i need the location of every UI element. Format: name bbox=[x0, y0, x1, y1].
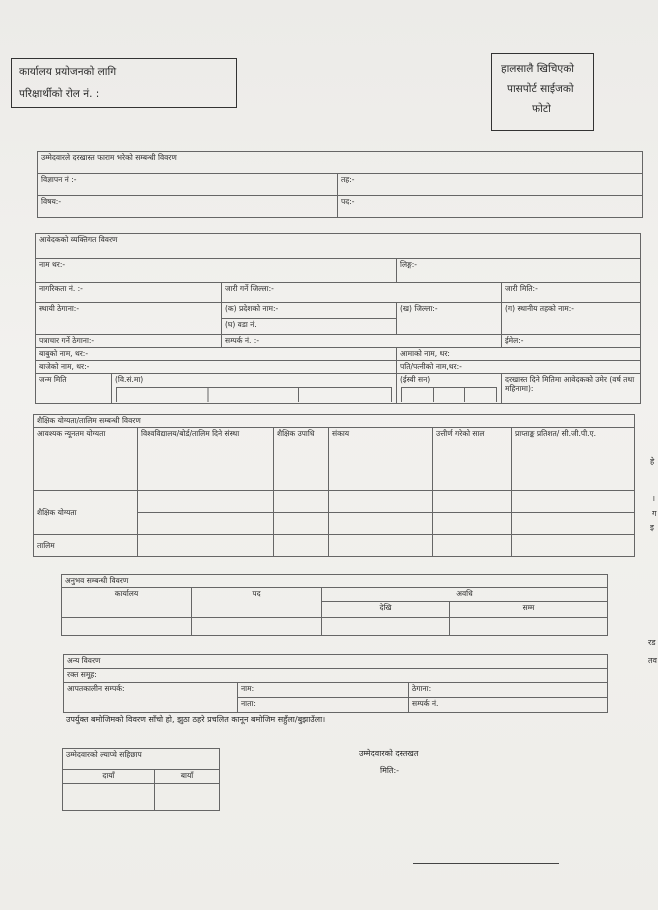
col-degree: शैक्षिक उपाधि bbox=[274, 428, 329, 491]
edu-cell[interactable] bbox=[433, 491, 512, 513]
col-faculty: संकाय bbox=[329, 428, 433, 491]
training-cell[interactable] bbox=[512, 535, 635, 557]
left-thumb-box[interactable] bbox=[155, 784, 220, 811]
contact-address-field[interactable]: ठेगाना: bbox=[409, 683, 608, 698]
signature-date-label: मिति:- bbox=[380, 766, 400, 775]
row-training-label: तालिम bbox=[34, 535, 138, 557]
training-cell[interactable] bbox=[433, 535, 512, 557]
contact-name-field[interactable]: नाम: bbox=[238, 683, 409, 698]
section1-heading: उम्मेदवारले दरखास्त फाराम भरेको सम्बन्धी विवरण bbox=[38, 152, 643, 174]
permanent-address-label: स्थायी ठेगाना:- bbox=[36, 303, 222, 335]
section2-heading: आवेदकको व्यक्तिगत विवरण bbox=[36, 234, 641, 259]
experience-table bbox=[61, 574, 608, 636]
thumbprint-table bbox=[62, 748, 220, 811]
col-institution: विश्वविद्यालय/बोर्ड/तालिम दिने संस्था bbox=[138, 428, 274, 491]
education-table bbox=[33, 414, 635, 557]
edge-mark: तव bbox=[648, 656, 658, 665]
col-percentage: प्राप्ताङ्क प्रतिशत/ सी.जी.पी.ए. bbox=[512, 428, 635, 491]
edge-mark: इ bbox=[650, 523, 654, 532]
edu-cell[interactable] bbox=[329, 513, 433, 535]
mother-name-field[interactable]: आमाको नाम, थर: bbox=[397, 348, 641, 361]
col-required-qualification: आवश्यक न्यूनतम योग्यता bbox=[34, 428, 138, 491]
col-pass-year: उत्तीर्ण गरेको साल bbox=[433, 428, 512, 491]
dob-ad-label: (ईस्वी सन) bbox=[400, 375, 431, 384]
ward-field[interactable]: (घ) वडा नं. bbox=[222, 319, 397, 335]
edu-cell[interactable] bbox=[433, 513, 512, 535]
contact-phone-field[interactable]: सम्पर्क नं. bbox=[409, 698, 608, 713]
col-from: देखि bbox=[322, 602, 450, 618]
age-field[interactable]: दरखास्त दिने मितिमा आवेदकको उमेर (वर्ष तथा महिनामा): bbox=[502, 374, 641, 404]
edge-mark: रड bbox=[648, 638, 656, 647]
edu-cell[interactable] bbox=[138, 491, 274, 513]
grandfather-name-field[interactable]: बाजेको नाम, थर:- bbox=[36, 361, 397, 374]
edu-cell[interactable] bbox=[329, 491, 433, 513]
application-details-table bbox=[37, 151, 643, 218]
right-thumb-label: दायाँ bbox=[63, 770, 155, 784]
dob-ad-field[interactable] bbox=[397, 374, 502, 404]
roll-number-label: परिक्षार्थीको रोल नं. : bbox=[19, 88, 100, 100]
province-field[interactable]: (क) प्रदेशको नाम:- bbox=[222, 303, 397, 319]
father-name-field[interactable]: बाबुको नाम, थर:- bbox=[36, 348, 397, 361]
signature-label: उम्मेदवारको दस्तखत bbox=[359, 749, 419, 758]
signature-line[interactable] bbox=[413, 863, 559, 864]
citizenship-no-field[interactable]: नागरिकता नं. :- bbox=[36, 283, 222, 303]
section3-heading: शैक्षिक योग्यता/तालिम सम्बन्धी विवरण bbox=[34, 415, 635, 428]
training-cell[interactable] bbox=[329, 535, 433, 557]
edu-cell[interactable] bbox=[274, 491, 329, 513]
thumbprint-heading: उम्मेदवारको ल्याप्चे सहिछाप bbox=[63, 749, 220, 770]
row-education-label: शैक्षिक योग्यता bbox=[34, 491, 138, 535]
section5-heading: अन्य विवरण bbox=[64, 655, 608, 669]
edge-mark: ग bbox=[652, 509, 657, 518]
experience-cell[interactable] bbox=[322, 618, 450, 636]
col-post: पद bbox=[192, 588, 322, 618]
experience-cell[interactable] bbox=[62, 618, 192, 636]
issue-district-field[interactable]: जारी गर्ने जिल्ला:- bbox=[222, 283, 502, 303]
edu-cell[interactable] bbox=[274, 513, 329, 535]
col-to: सम्म bbox=[450, 602, 608, 618]
spouse-name-field[interactable]: पति/पत्नीको नाम,थर:- bbox=[397, 361, 641, 374]
photo-line-3: फोटो bbox=[532, 103, 551, 115]
left-thumb-label: बायाँ bbox=[155, 770, 220, 784]
gender-field[interactable]: लिङ्ग:- bbox=[397, 259, 641, 283]
contact-no-field[interactable]: सम्पर्क नं. :- bbox=[222, 335, 502, 348]
mailing-address-field[interactable]: पत्राचार गर्ने ठेगाना:- bbox=[36, 335, 222, 348]
name-field[interactable]: नाम थर:- bbox=[36, 259, 397, 283]
emergency-contact-label: आपतकालीन सम्पर्क: bbox=[64, 683, 238, 713]
issue-date-field[interactable]: जारी मिति:- bbox=[502, 283, 641, 303]
personal-details-table bbox=[35, 233, 641, 404]
dob-ad-boxes bbox=[401, 387, 497, 402]
advert-no-field[interactable]: विज्ञापन नं :- bbox=[38, 174, 338, 196]
dob-bs-label: (वि.सं.मा) bbox=[115, 375, 144, 384]
edu-cell[interactable] bbox=[512, 491, 635, 513]
dob-bs-field[interactable] bbox=[112, 374, 397, 404]
dob-bs-boxes bbox=[116, 387, 392, 402]
email-field[interactable]: ईमेल:- bbox=[502, 335, 641, 348]
section4-heading: अनुभव सम्बन्धी विवरण bbox=[62, 575, 608, 588]
relation-field[interactable]: नाता: bbox=[238, 698, 409, 713]
right-thumb-box[interactable] bbox=[63, 784, 155, 811]
office-use-label: कार्यालय प्रयोजनको लागि bbox=[19, 66, 117, 78]
edge-mark: । bbox=[652, 494, 656, 503]
local-level-field[interactable]: (ग) स्थानीय तहको नाम:- bbox=[502, 303, 641, 335]
training-cell[interactable] bbox=[274, 535, 329, 557]
edu-cell[interactable] bbox=[138, 513, 274, 535]
photo-line-2: पासपोर्ट साईजको bbox=[507, 83, 574, 95]
level-field[interactable]: तह:- bbox=[338, 174, 643, 196]
edu-cell[interactable] bbox=[512, 513, 635, 535]
other-details-table bbox=[63, 654, 608, 713]
training-cell[interactable] bbox=[138, 535, 274, 557]
blood-group-field[interactable]: रक्त समूह: bbox=[64, 669, 608, 683]
photo-line-1: हालसालै खिचिएको bbox=[501, 63, 574, 75]
edge-mark: हे bbox=[650, 457, 655, 466]
experience-cell[interactable] bbox=[450, 618, 608, 636]
district-field[interactable]: (ख) जिल्ला:- bbox=[397, 303, 502, 335]
col-duration: अवधि bbox=[322, 588, 608, 602]
experience-cell[interactable] bbox=[192, 618, 322, 636]
subject-field[interactable]: विषय:- bbox=[38, 196, 338, 218]
dob-label: जन्म मिति bbox=[36, 374, 112, 404]
post-field[interactable]: पद:- bbox=[338, 196, 643, 218]
col-office: कार्यालय bbox=[62, 588, 192, 618]
declaration-text: उपर्युक्त बमोजिमको विवरण साँचो हो, झुठा ठहरे प्रचलित कानून बमोजिम सहुँला/बुझाउँला। bbox=[66, 715, 326, 724]
